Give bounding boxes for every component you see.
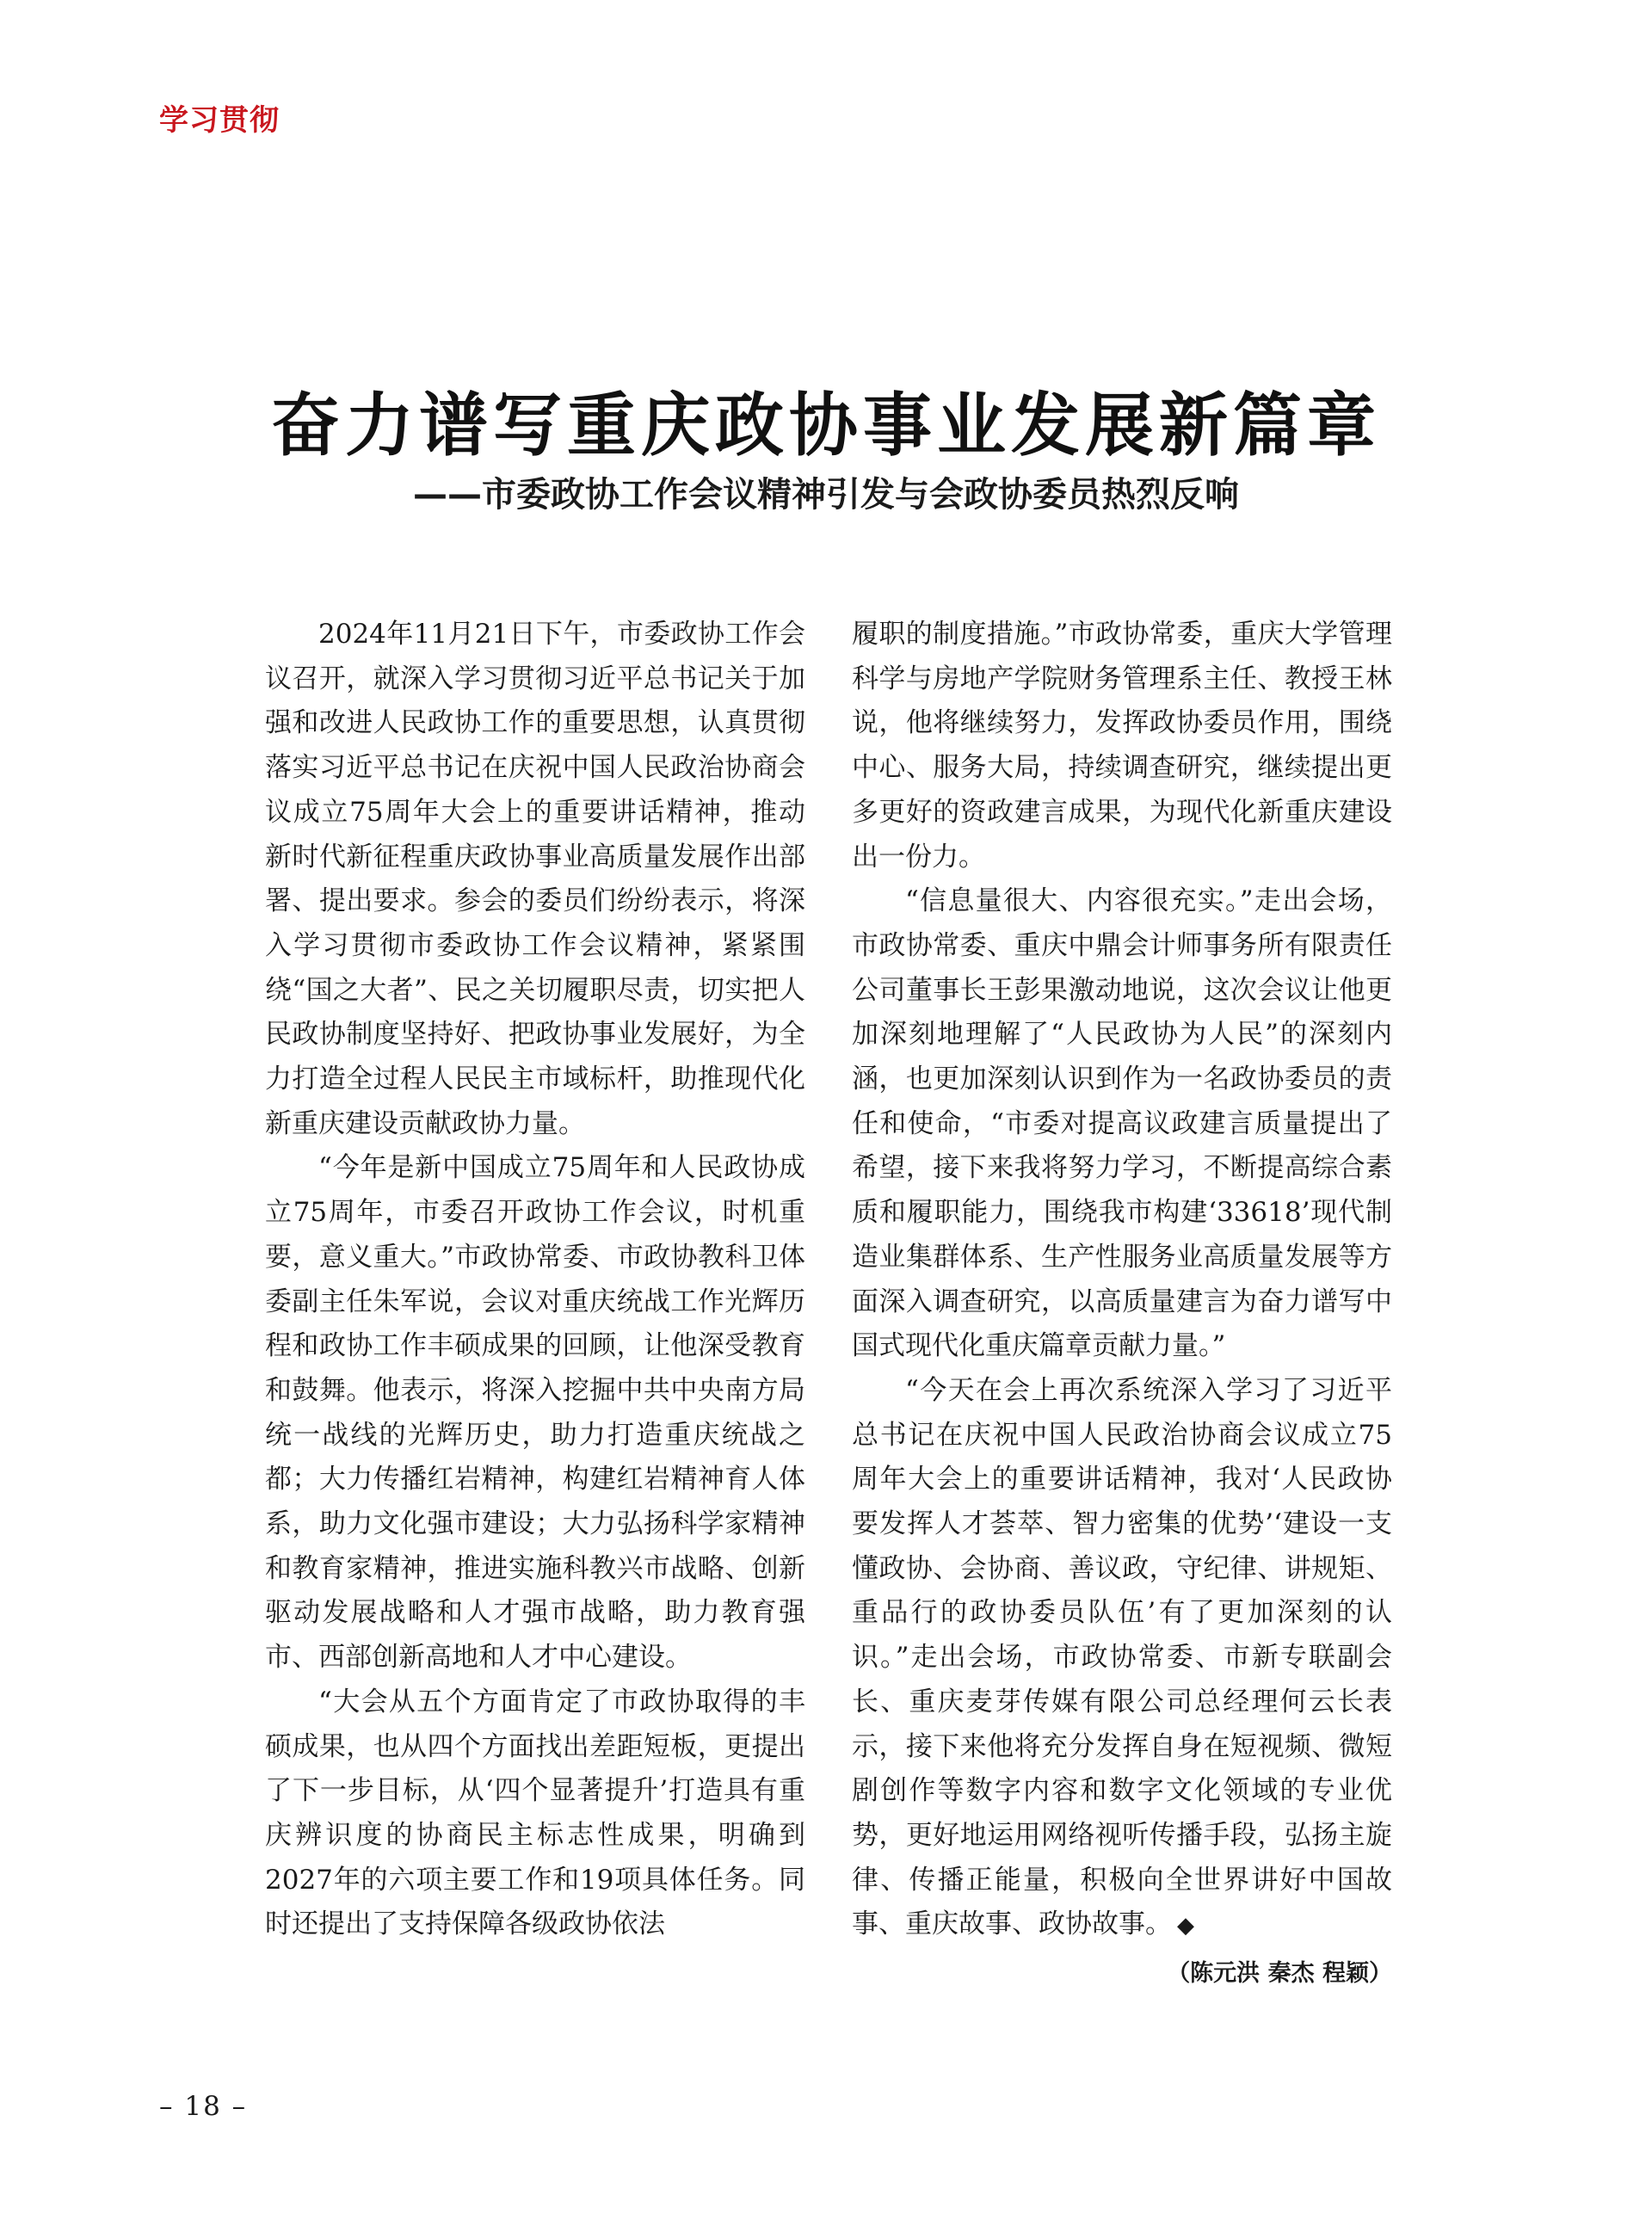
paragraph-text: “今天在会上再次系统深入学习了习近平总书记在庆祝中国人民政治协商会议成立75周年大会上的重要讲话精神，我对‘人民政协要发挥人才荟萃、智力密集的优势’‘建设一支懂政协、会协商、善议政，守纪律、讲规矩、重品行的政协委员队伍’有了更加深刻的认识。”走出会场，市政协常委、市新专联副会长、重庆麦芽传媒有限公司总经理何云长表示，接下来他将充分发挥自身在短视频、微短剧创作等数字内容和数字文化领域的专业优势，更好地运用网络视听传播手段，弘扬主旋律、传播正能量，积极向全世界讲好中国故事、重庆故事、政协故事。 (852, 1374, 1392, 1940)
article-subtitle: ——市委政协工作会议精神引发与会政协委员热烈反响 (413, 475, 1239, 515)
article-column-right (852, 613, 1392, 1997)
paragraph (852, 1369, 1392, 1949)
paragraph: “信息量很大、内容很充实。”走出会场，市政协常委、重庆中鼎会计师事务所有限责任公司董事长王彭果激动地说，这次会议让他更加深刻地理解了“人民政协为人民”的深刻内涵，也更加深刻认识到作为一名政协委员的责任和使命，“市委对提高议政建言质量提出了希望，接下来我将努力学习，不断提高综合素质和履职能力，围绕我市构建‘33618’现代制造业集群体系、生产性服务业高质量发展等方面深入调查研究，以高质量建言为奋力谱写中国式现代化重庆篇章贡献力量。” (852, 885, 1392, 1362)
section-tag: 学习贯彻 (159, 103, 280, 138)
paragraph: 2024年11月21日下午，市委政协工作会议召开，就深入学习贯彻习近平总书记关于加强和改进人民政协工作的重要思想，认真贯彻落实习近平总书记在庆祝中国人民政治协商会议成立75周年大会上的重要讲话精神，推动新时代新征程重庆政协事业高质量发展作出部署、提出要求。参会的委员们纷纷表示，将深入学习贯彻市委政协工作会议精神，紧紧围绕“国之大者”、民之关切履职尽责，切实把人民政协制度坚持好、把政协事业发展好，为全力打造全过程人民民主市域标杆，助推现代化新重庆建设贡献政协力量。 (265, 619, 805, 1139)
author-byline: （陈元洪 秦杰 程颖） (1167, 1960, 1392, 1988)
paragraph: “今年是新中国成立75周年和人民政协成立75周年，市委召开政协工作会议，时机重要，意义重大。”市政协常委、市政协教科卫体委副主任朱军说，会议对重庆统战工作光辉历程和政协工作丰硕成果的回顾，让他深受教育和鼓舞。他表示，将深入挖掘中共中央南方局统一战线的光辉历史，助力打造重庆统战之都；大力传播红岩精神，构建红岩精神育人体系，助力文化强市建设；大力弘扬科学家精神和教育家精神，推进实施科教兴市战略、创新驱动发展战略和人才强市战略，助力教育强市、西部创新高地和人才中心建设。 (265, 1152, 805, 1674)
article-title: 奋力谱写重庆政协事业发展新篇章 (271, 385, 1381, 466)
article-column-left (265, 613, 805, 1947)
paragraph-continued: 履职的制度措施。”市政协常委，重庆大学管理科学与房地产学院财务管理系主任、教授王林说，他将继续努力，发挥政协委员作用，围绕中心、服务大局，持续调查研究，继续提出更多更好的资政建言成果，为现代化新重庆建设出一份力。 (852, 619, 1392, 873)
end-of-article-diamond-icon: ◆ (1177, 1913, 1194, 1939)
paragraph: “大会从五个方面肯定了市政协取得的丰硕成果，也从四个方面找出差距短板，更提出了下一步目标，从‘四个显著提升’打造具有重庆辨识度的协商民主标志性成果，明确到2027年的六项主要工作和19项具体任务。同时还提出了支持保障各级政协依法 (265, 1686, 805, 1940)
page-number: – 18 – (159, 2091, 248, 2122)
